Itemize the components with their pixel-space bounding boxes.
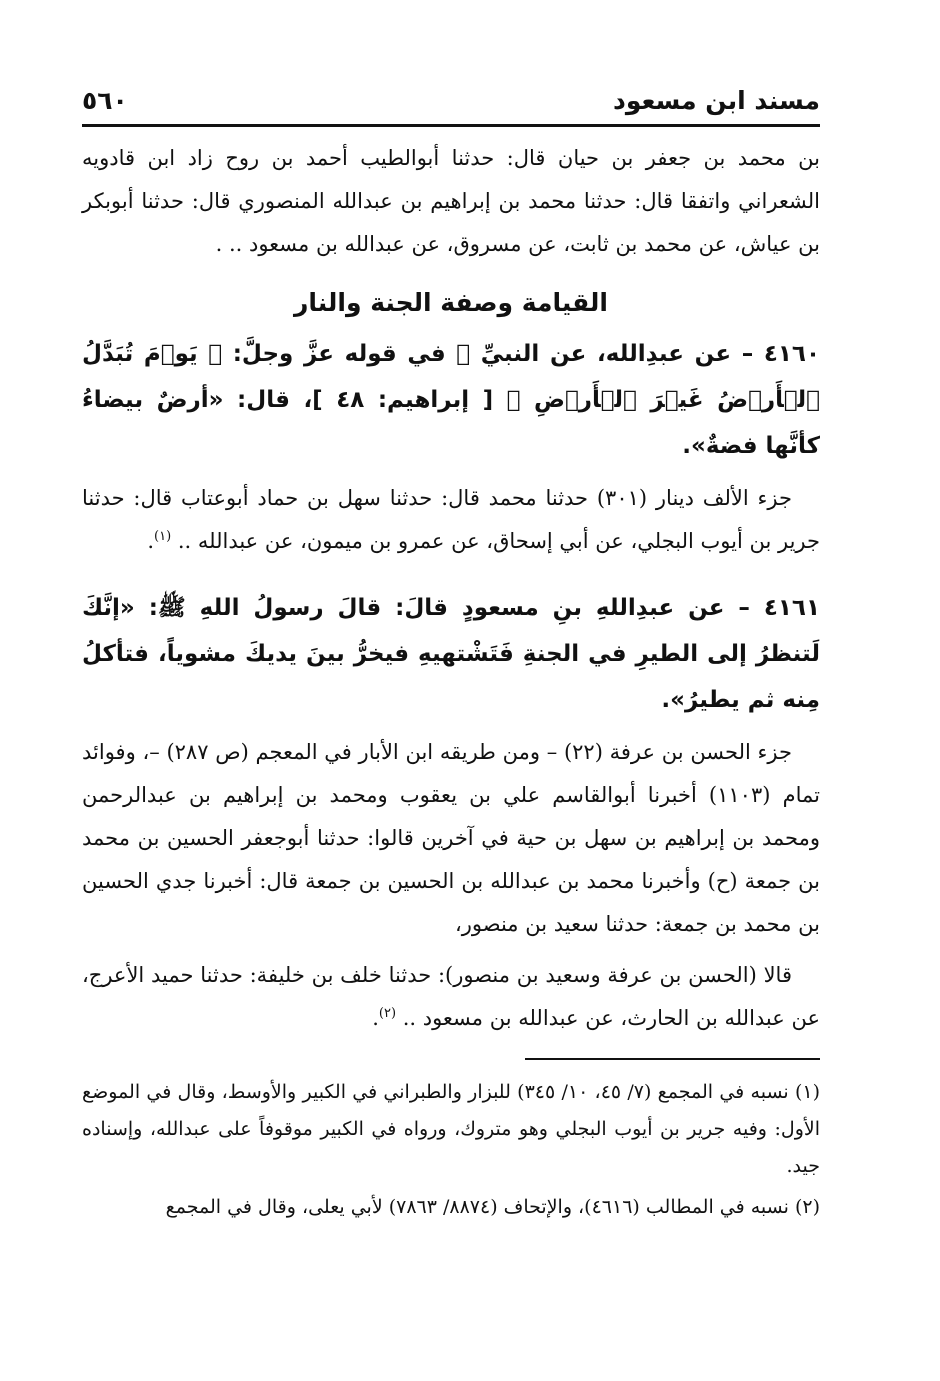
- footnote-2: (٢) نسبه في المطالب (٤٦١٦)، والإتحاف (٨٨٧٤/ ٧٨٦٣) لأبي يعلى، وقال في المجمع: [165, 1196, 820, 1218]
- book-page: [82, 82, 820, 1332]
- section-heading: القيامة وصفة الجنة والنار: [294, 288, 608, 317]
- hadith-4161-takhrij: جزء الحسن بن عرفة (٢٢) – ومن طريقه ابن الأبار في المعجم (ص ٢٨٧) –، وفوائد تمام (١١٠٣) أخبرنا أبوالقاسم علي بن يعقوب ومحمد بن إبراهيم بن عبدالرحمن ومحمد بن إبراهيم بن سهل بن حية في آخرين قالوا: حدثنا أبوجعفر الحسين بن محمد بن جمعة (ح) وأخبرنا محمد بن عبدالله بن الحسين بن جمعة قال: أخبرنا جدي الحسين بن محمد بن جمعة: حدثنا سعيد بن منصور،: [82, 740, 820, 936]
- takhrij-text: جزء الألف دينار (٣٠١) حدثنا محمد قال: حدثنا سهل بن حماد أبوعتاب قال: حدثنا جرير بن أيوب البجلي، عن أبي إسحاق، عن عمرو بن ميمون، عن عبدالله ..: [82, 486, 820, 553]
- footnote-separator: [525, 1058, 820, 1060]
- takhrij-end: .: [372, 1006, 379, 1030]
- hadith-4161-text: ٤١٦١ – عن عبدِاللهِ بنِ مسعودٍ قالَ: قالَ رسولُ اللهِ ﷺ: «إنَّكَ لَتنظرُ إلى الطيرِ في الجنةِ فَتَشْتهيهِ فيخرُّ بينَ يديكَ مشوياً، فتأكلُ مِنه ثم يطيرُ».: [82, 595, 820, 713]
- running-header: [82, 82, 820, 127]
- footnote-ref-2: (٢): [378, 1006, 397, 1021]
- hadith-4160-text: ٤١٦٠ – عن عبدِالله، عن النبيِّ ﷺ في قوله عزَّ وجلَّ: ﴿ يَوۡمَ تُبَدَّلُ ٱلۡأَرۡضُ غَيۡرَ ٱلۡأَرۡضِ ﴾ [ إبراهيم: ٤٨ ]، قال: «أرضٌ بيضاءُ كأنَّها فضةٌ».: [82, 341, 820, 459]
- takhrij-text: قالا (الحسن بن عرفة وسعيد بن منصور): حدثنا خلف بن خليفة: حدثنا حميد الأعرج، عن عبدالله بن الحارث، عن عبدالله بن مسعود ..: [82, 963, 820, 1030]
- hadith-4160-takhrij: [82, 477, 820, 563]
- footnote-ref-1: (١): [154, 529, 172, 544]
- running-title: مسند ابن مسعود: [613, 86, 820, 115]
- intro-paragraph: بن محمد بن جعفر بن حيان قال: حدثنا أبوالطيب أحمد بن روح زاد ابن قادويه الشعراني واتفقا قال: حدثنا محمد بن إبراهيم بن عبدالله المنصوري قال: حدثنا أبوبكر بن عياش، عن محمد بن ثابت، عن مسروق، عن عبدالله بن مسعود .. .: [82, 146, 820, 256]
- hadith-4161-takhrij-continued: [82, 954, 820, 1040]
- takhrij-end: .: [147, 529, 155, 553]
- page-number: ٥٦٠: [82, 86, 128, 115]
- footnote-1: (١) نسبه في المجمع (٧/ ٤٥، ١٠/ ٣٤٥) للبزار والطبراني في الكبير والأوسط، وقال في الموضع الأول: وفيه جرير بن أيوب البجلي وهو متروك، ورواه في الكبير موقوفاً على عبدالله، وإسناده جيد.: [82, 1081, 820, 1177]
